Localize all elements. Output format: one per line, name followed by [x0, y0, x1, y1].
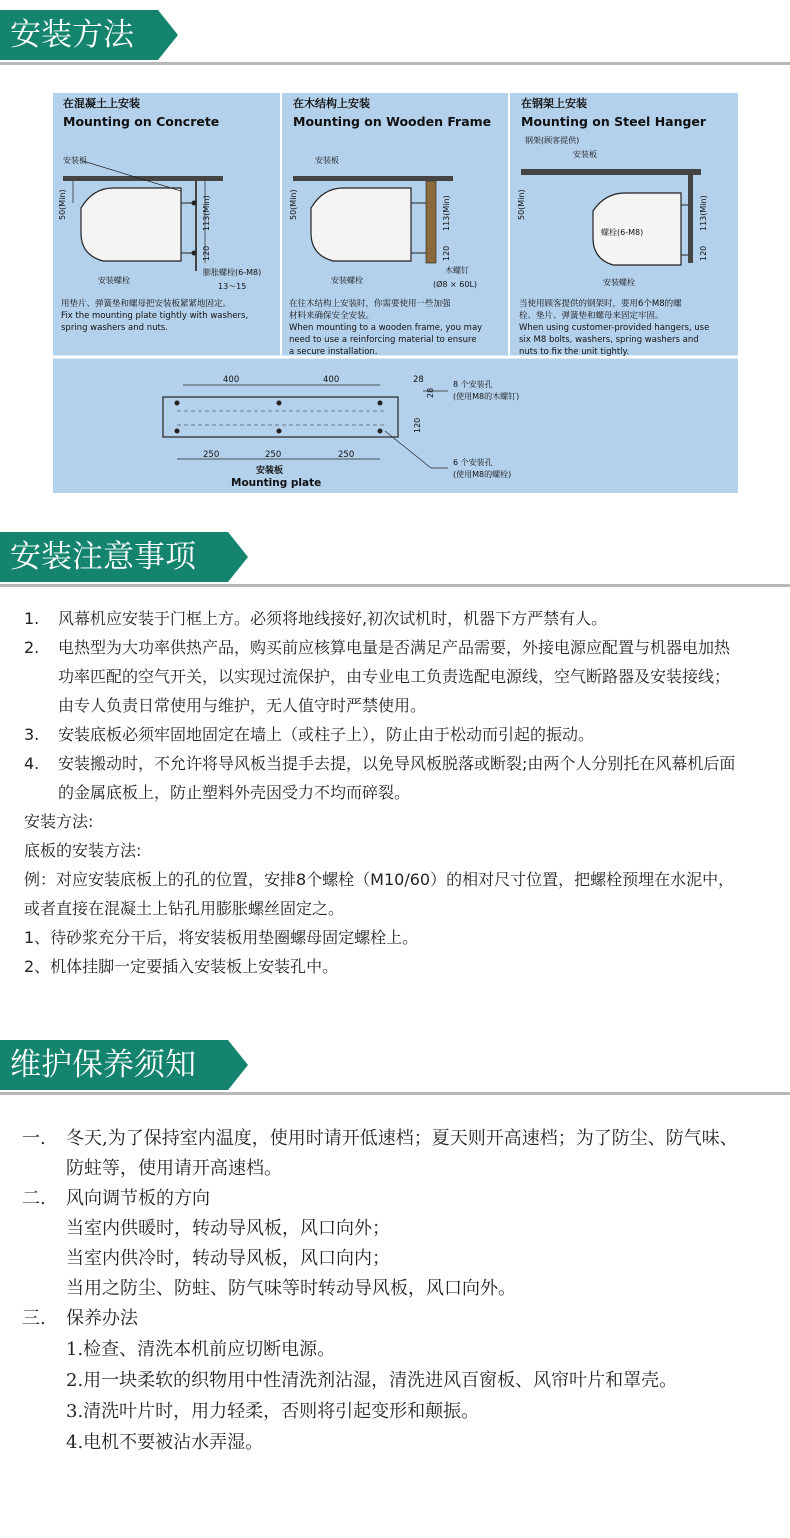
step-2: 2、机体挂脚一定要插入安装板上安装孔中。 [24, 957, 339, 976]
wood-note-cn-1: 在往木结构上安装时，你需要使用一些加强 [289, 299, 451, 309]
concrete-note-cn: 用垫片、弹簧垫和螺母把安装板紧紧地固定。 [61, 299, 232, 309]
plate-holes8-1: 8 个安装孔 [453, 380, 493, 389]
steel-dim-120: 120 [699, 245, 708, 261]
section-title: 安装方法 [10, 17, 134, 53]
concrete-bolt-label: 安装螺栓 [98, 276, 130, 285]
example-text: 例：对应安装底板上的孔的位置，安排8个螺栓（M10/60）的相对尺寸位置，把螺栓预埋在水泥中，或者直接在混凝土上钻孔用膨胀螺丝固定之。 [24, 870, 735, 918]
steel-title-cn: 在钢架上安装 [521, 97, 587, 110]
concrete-note-en-2: spring washers and nuts. [61, 323, 168, 333]
plate-dim-250a: 250 [203, 450, 220, 460]
steel-note-en-2: six M8 bolts, washers, spring washers and [519, 335, 699, 345]
list-item: 1. 风幕机应安装于门框上方。必须将地线接好,初次试机时，机器下方严禁有人。 [24, 609, 608, 628]
wind-direction-line: 当用之防尘、防蛀、防气味等时转动导风板，风口向外。 [66, 1278, 516, 1299]
steel-note-en-1: When using customer-provided hangers, use [519, 323, 710, 333]
wood-screw-label: 木螺钉 [445, 266, 469, 275]
concrete-dim-13-15: 13～15 [218, 282, 247, 291]
wood-panel [289, 96, 491, 357]
steel-frame-label: 钢架(顾客提供) [525, 136, 580, 145]
install-notes [24, 604, 744, 981]
maintenance-step: 3.清洗叶片时，用力轻柔，否则将引起变形和颠振。 [66, 1401, 480, 1422]
wood-note-cn-2: 材料来确保安全安装。 [289, 311, 375, 321]
plate-label-cn: 安装板 [256, 466, 284, 476]
divider [0, 1092, 790, 1095]
steel-panel [517, 96, 709, 357]
plate-holes8-2: (使用M8的木螺钉) [453, 392, 520, 401]
steel-plate-label: 安装板 [573, 150, 597, 159]
plate-method-label: 底板的安装方法: [24, 841, 142, 860]
maintenance-step: 4.电机不要被沾水弄湿。 [66, 1432, 264, 1453]
steel-note-cn-1: 当使用顾客提供的钢架时，要用6个M8的螺 [519, 299, 682, 309]
list-item: 4. 安装搬动时，不允许将导风板当提手去提，以免导风板脱落或断裂;由两个人分别托在风幕机后面的金属底板上，防止塑料外壳因受力不均而碎裂。 [24, 754, 736, 802]
concrete-dim-120: 120 [202, 245, 211, 261]
mounting-plate-drawing [163, 375, 519, 489]
divider [0, 584, 790, 587]
wood-note-en-3: a secure installation. [289, 347, 378, 357]
list-item: 3. 安装底板必须牢固地固定在墙上（或柱子上），防止由于松动而引起的振动。 [24, 725, 595, 744]
plate-label-en: Mounting plate [231, 477, 322, 489]
wind-direction-line: 当室内供冷时，转动导风板，风口向内； [66, 1248, 390, 1269]
maintenance-item-3: 三. 保养办法 [22, 1308, 138, 1329]
steel-dim-min: 50(Min) [517, 189, 526, 220]
concrete-title-en: Mounting on Concrete [63, 114, 220, 129]
concrete-dim-113: 113(Min) [202, 195, 211, 231]
section-title: 安装注意事项 [10, 539, 196, 575]
steel-note-cn-2: 栓、垫片、弹簧垫和螺母来固定牢固。 [519, 311, 664, 321]
wood-title-cn: 在木结构上安装 [293, 97, 370, 110]
plate-dim-250b: 250 [265, 450, 282, 460]
steel-dim-113: 113(Min) [699, 195, 708, 231]
concrete-expansion-bolt: 膨胀螺栓(6-M8) [203, 268, 262, 277]
plate-dim-400b: 400 [323, 375, 340, 385]
steel-bolt-label: 安装螺栓 [603, 278, 635, 287]
wood-dim-113: 113(Min) [442, 195, 451, 231]
wood-note-en-1: When mounting to a wooden frame, you may [289, 323, 483, 333]
steel-note-en-3: nuts to fix the unit tightly. [519, 347, 630, 357]
plate-dim-28b: 28 [426, 387, 435, 398]
maintenance-step: 1.检查、清洗本机前应切断电源。 [66, 1339, 336, 1360]
plate-holes6-1: 6 个安装孔 [453, 458, 493, 467]
list-item: 2. 电热型为大功率供热产品，购买前应核算电量是否满足产品需要，外接电源应配置与机器电加热功率匹配的空气开关，以实现过流保护，由专业电工负责选配电源线，空气断路器及安装接线；由专人负责日常使用与维护，无人值守时严禁使用。 [24, 638, 731, 715]
maintenance-item-2: 二. 风向调节板的方向 [22, 1188, 210, 1209]
wood-plate-label: 安装板 [315, 156, 339, 165]
plate-dim-28: 28 [413, 375, 424, 385]
maintenance-item-1: 一. 冬天,为了保持室内温度，使用时请开低速档；夏天则开高速档；为了防尘、防气味、防蛀等，使用请开高速档。 [22, 1128, 738, 1179]
wood-title-en: Mounting on Wooden Frame [293, 114, 492, 129]
installation-diagram [53, 93, 738, 493]
plate-holes6-2: (使用M8的螺栓) [453, 470, 512, 479]
section-title: 维护保养须知 [10, 1047, 196, 1083]
step-1: 1、待砂浆充分干后，将安装板用垫圈螺母固定螺栓上。 [24, 928, 419, 947]
plate-dim-120: 120 [413, 417, 422, 433]
wood-dim-120: 120 [442, 245, 451, 261]
wood-screw-size: (Ø8 × 60L) [433, 280, 478, 289]
wood-note-en-2: need to use a reinforcing material to ensure [289, 335, 477, 345]
steel-title-en: Mounting on Steel Hanger [521, 114, 707, 129]
maintenance-step: 2.用一块柔软的织物用中性清洗剂沾湿，清洗进风百窗板、风帘叶片和罩壳。 [66, 1370, 678, 1391]
concrete-panel [58, 96, 261, 333]
method-label: 安装方法: [24, 812, 94, 831]
concrete-title-cn: 在混凝土上安装 [63, 97, 140, 110]
wood-dim-min: 50(Min) [289, 189, 298, 220]
maintenance-notes [22, 1124, 752, 1458]
divider [0, 62, 790, 65]
plate-dim-250c: 250 [338, 450, 355, 460]
concrete-plate-label: 安装板 [63, 156, 87, 165]
concrete-dim-min: 50(Min) [58, 189, 67, 220]
wood-bolt-label: 安装螺栓 [331, 276, 363, 285]
plate-dim-400a: 400 [223, 375, 240, 385]
steel-bolt-m8: 螺栓(6-M8) [601, 228, 644, 237]
concrete-note-en-1: Fix the mounting plate tightly with washers, [61, 311, 249, 321]
wind-direction-line: 当室内供暖时，转动导风板，风口向外； [66, 1218, 390, 1239]
